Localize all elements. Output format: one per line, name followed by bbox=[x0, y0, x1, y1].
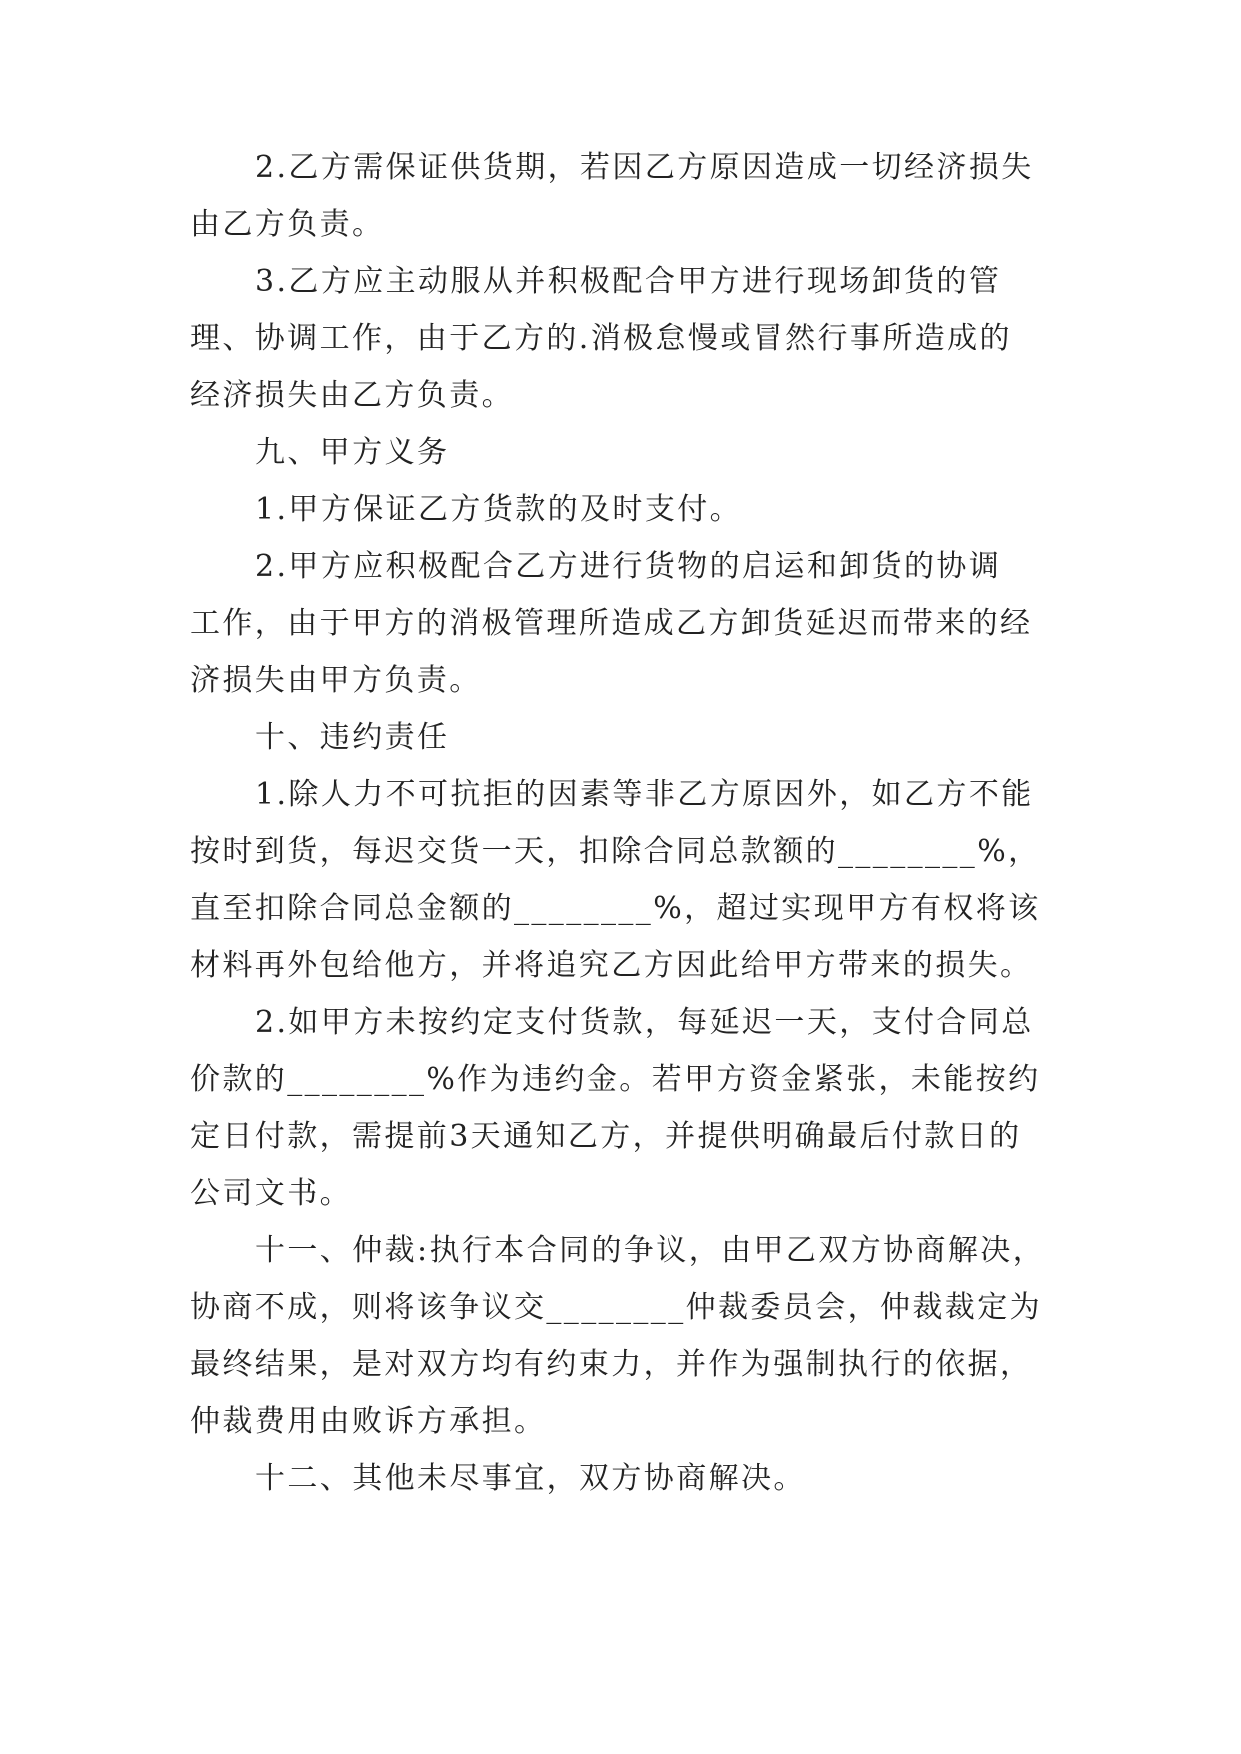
text-line: 十一、仲裁:执行本合同的争议，由甲乙双方协商解决， bbox=[255, 1233, 1046, 1268]
text-line: 2.甲方应积极配合乙方进行货物的启运和卸货的协调 bbox=[255, 549, 1002, 584]
text-line: 工作，由于甲方的消极管理所造成乙方卸货延迟而带来的经 bbox=[190, 606, 1033, 641]
section-heading: 九、甲方义务 bbox=[255, 435, 450, 470]
text-line: 价款的________%作为违约金。若甲方资金紧张，未能按约 bbox=[190, 1062, 1041, 1097]
text-line: 2.乙方需保证供货期，若因乙方原因造成一切经济损失 bbox=[255, 150, 1034, 185]
text-line: 仲裁费用由败诉方承担。 bbox=[190, 1404, 547, 1439]
text-line: 经济损失由乙方负责。 bbox=[190, 378, 514, 413]
text-line: 由乙方负责。 bbox=[190, 207, 385, 242]
text-line: 公司文书。 bbox=[190, 1176, 352, 1211]
section-heading: 十、违约责任 bbox=[255, 720, 450, 755]
text-line: 1.甲方保证乙方货款的及时支付。 bbox=[255, 492, 743, 527]
text-line: 最终结果，是对双方均有约束力，并作为强制执行的依据， bbox=[190, 1347, 1033, 1382]
text-line: 材料再外包给他方，并将追究乙方因此给甲方带来的损失。 bbox=[190, 948, 1033, 983]
text-line: 济损失由甲方负责。 bbox=[190, 663, 482, 698]
text-line: 2.如甲方未按约定支付货款，每延迟一天，支付合同总 bbox=[255, 1005, 1034, 1040]
text-line: 直至扣除合同总金额的________%，超过实现甲方有权将该 bbox=[190, 891, 1041, 926]
text-line: 1.除人力不可抗拒的因素等非乙方原因外，如乙方不能 bbox=[255, 777, 1034, 812]
text-line: 3.乙方应主动服从并积极配合甲方进行现场卸货的管 bbox=[255, 264, 1002, 299]
text-line: 协商不成，则将该争议交________仲裁委员会，仲裁裁定为 bbox=[190, 1290, 1042, 1325]
text-line: 按时到货，每迟交货一天，扣除合同总款额的________%， bbox=[190, 834, 1041, 869]
text-line: 定日付款，需提前3天通知乙方，并提供明确最后付款日的 bbox=[190, 1119, 1022, 1154]
text-line: 理、协调工作，由于乙方的.消极怠慢或冒然行事所造成的 bbox=[190, 321, 1012, 356]
text-line: 十二、其他未尽事宜，双方协商解决。 bbox=[255, 1461, 806, 1496]
